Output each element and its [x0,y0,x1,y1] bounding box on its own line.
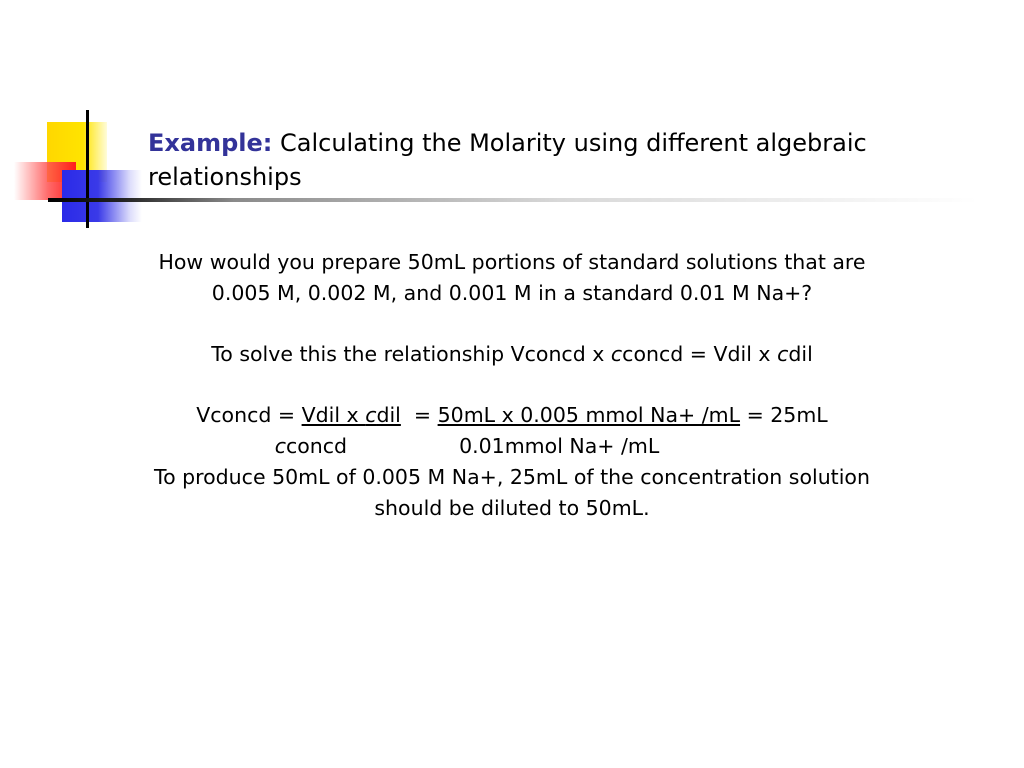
spacer [60,370,964,400]
numerator-text: Vdil x [301,403,366,427]
logo-blue-square [62,170,142,222]
question-line-2: 0.005 M, 0.002 M, and 0.001 M in a standard 0.01 M Na+? [211,281,813,305]
equation-equals: = [400,403,438,427]
relationship-c-symbol: c [610,342,623,366]
equation-result: = 25mL [740,403,828,427]
relationship-c-symbol: c [777,342,789,366]
denominator-c-symbol: c [274,434,286,458]
equation-fraction2-numerator: 50mL x 0.005 mmol Na+ /mL [437,403,741,427]
logo-vertical-line [86,110,89,228]
equation-fraction1-numerator [302,403,401,427]
numerator-c-symbol: c [365,403,377,427]
numerator-text: dil [376,403,401,427]
equation-denominator-line [0,431,964,462]
relationship-end: dil [788,342,813,366]
relationship-mid: concd = Vdil x [622,342,778,366]
question-line-1: How would you prepare 50mL portions of standard solutions that are [158,250,866,274]
conclusion-line-1: To produce 50mL of 0.005 M Na+, 25mL of the concentration solution [154,465,870,489]
title-divider-line [48,198,978,202]
equation-lhs: Vconcd = [196,403,302,427]
equation-fraction1-denominator: concd [285,434,348,458]
conclusion-line-2: should be diluted to 50mL. [374,496,650,520]
title-text: Calculating the Molarity using different algebraic relationships [148,129,867,191]
title-lead: Example: [148,129,273,157]
slide-body [60,247,964,524]
equation-fraction2-denominator: 0.01mmol Na+ /mL [459,434,660,458]
slide-title [148,126,948,194]
relationship-prefix: To solve this the relationship Vconcd x [211,342,611,366]
equation-numerator-line [60,400,964,431]
relationship-line [60,339,964,370]
spacer [60,309,964,339]
slide-logo-decoration [0,0,160,240]
